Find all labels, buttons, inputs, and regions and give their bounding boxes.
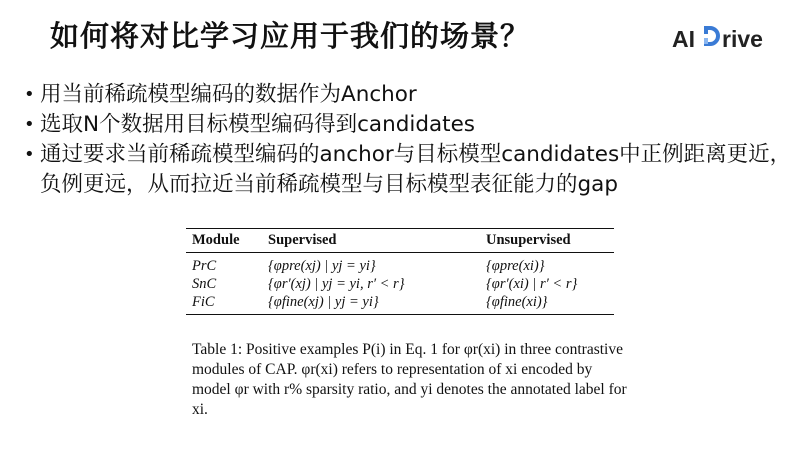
slide-title: 如何将对比学习应用于我们的场景？ <box>50 19 531 53</box>
bullet-text: 选取N个数据用目标模型编码得到candidates <box>40 112 476 137</box>
table-row <box>186 253 614 276</box>
bullet-text: 用当前稀疏模型编码的数据作为Anchor <box>40 82 417 107</box>
table-caption: Table 1: Positive examples P(i) in Eq. 1 for φr(xi) in three contrastive modules of CAP. φr(xi) refers to representation of xi encoded by model φr with r% sparsity ratio, and yi denotes the annotated label for xi. <box>192 341 627 418</box>
header-unsupervised: Unsupervised <box>480 229 614 253</box>
table-cell-supervised: {φfine(xj) | yj = yi} <box>262 293 480 315</box>
bullet-text: 通过要求当前稀疏模型编码的anchor与目标模型candidates中正例距离更近，负例更远，从而拉近当前稀疏模型与目标模型表征能力的gap <box>40 142 792 197</box>
table-cell-unsupervised: {φpre(xi)} <box>486 258 545 274</box>
bullet-item <box>24 80 794 110</box>
logo-right-text: rive <box>722 25 763 52</box>
table-header-row <box>186 229 614 253</box>
table-cell-module: SnC <box>192 276 217 292</box>
bullet-item <box>24 110 794 140</box>
logo <box>672 24 763 54</box>
logo-left-text: AI <box>672 25 695 52</box>
table-cell-unsupervised: {φfine(xi)} <box>480 293 614 315</box>
bullet-dot-icon: • <box>24 114 35 135</box>
table-cell-supervised: {φpre(xj) | yj = yi} <box>268 258 376 274</box>
table-cell-module: FiC <box>186 293 262 315</box>
d-bracket-icon <box>701 25 721 53</box>
table-cell-unsupervised: {φr′(xi) | r′ < r} <box>486 276 578 292</box>
bullet-list <box>24 80 794 200</box>
header-supervised: Supervised <box>262 229 480 253</box>
table-row <box>186 293 614 315</box>
bullet-dot-icon: • <box>24 84 35 105</box>
table-cell-module: PrC <box>192 258 217 274</box>
bullet-dot-icon: • <box>24 144 35 165</box>
table-cell-supervised: {φr′(xj) | yj = yi, r′ < r} <box>268 276 405 292</box>
bullet-item <box>24 140 794 200</box>
header-module: Module <box>186 229 262 253</box>
table-row <box>186 275 614 293</box>
positive-examples-table <box>186 228 614 315</box>
